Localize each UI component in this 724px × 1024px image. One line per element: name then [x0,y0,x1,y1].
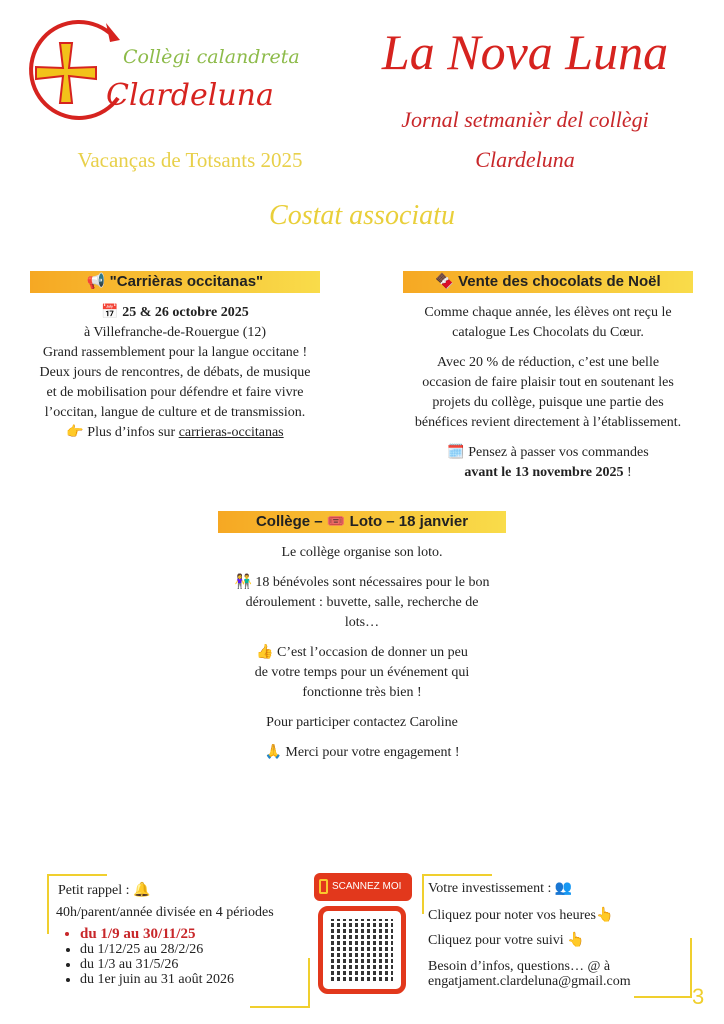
invest-title: Votre investissement : 👥 [428,881,573,896]
school-logo [18,18,300,128]
bell-icon: 🔔 [133,883,151,898]
newsletter-title: La Nova Luna [381,24,669,80]
follow-link[interactable]: Cliquez pour votre suivi 👆 [428,933,585,948]
qr-code[interactable] [318,906,406,994]
chocolats-heading: 🍫 Vente des chocolats de Noël [403,271,693,293]
hours-link[interactable]: Cliquez pour noter vos heures👆 [428,908,614,923]
phone-icon [319,879,328,894]
loto-article [218,511,506,773]
rappel-title: Petit rappel : 🔔 [58,883,151,898]
text-line: l’occitan, langue de culture et de transmission. [44,405,306,420]
section-title: Costat associatu [269,200,455,231]
chocolats-article [403,271,693,493]
period-label: Vacanças de Totsants 2025 [77,148,303,172]
pointer-hand-icon: 👆 [595,908,614,923]
rappel-box [58,882,318,987]
carrieras-heading: 📢 "Carrièras occitanas" [30,271,320,293]
paragraph: 🙏 Merci pour votre engagement ! [264,745,460,760]
subtitle-line1: Jornal setmanièr del collègi [401,107,649,132]
subtitle-line2: Clardeluna [475,147,575,172]
rappel-summary: 40h/parent/année divisée en 4 périodes [56,905,274,920]
email-link[interactable]: engatjament.clardeluna@gmail.com [428,974,631,989]
logo-line2: Clardeluna [106,78,274,113]
paragraph: 🗓️ Pensez à passer vos commandes avant le 13 novembre 2025 ! [447,445,649,480]
paragraph: Avec 20 % de réduction, c’est une belle occasion de faire plaisir tout en soutenant les projets du collège, puisque une partie des bénéfices revient directement à l’établissement. [414,355,682,430]
period-item: • du 1/9 au 30/11/25 [80,927,318,942]
text-line: et de mobilisation pour défendre et faire vivre [46,385,304,400]
paragraph: Le collège organise son loto. [281,545,443,560]
carrieras-article [30,271,320,443]
text-line: à Villefranche-de-Rouergue (12) [83,325,267,340]
loto-heading: Collège – 🎟️ Loto – 18 janvier [218,511,506,533]
carrieras-link[interactable]: carrieras-occitanas [178,425,284,440]
period-item: • du 1/3 au 31/5/26 [80,957,318,972]
more-info-text: 👉 Plus d’infos sur [66,425,179,440]
text-line: Grand rassemblement pour la langue occitane ! [42,345,308,360]
newsletter-subtitle [330,100,720,180]
paragraph: 👍 C’est l’occasion de donner un peu de votre temps pour un événement qui fonctionne très bien ! [254,645,470,700]
period-item: • du 1er juin au 31 août 2026 [80,972,318,987]
text-line: Deux jours de rencontres, de débats, de musique [39,365,311,380]
page-number: 3 [692,984,705,1009]
info-text: Besoin d’infos, questions… @ à [428,959,611,974]
people-icon: 👥 [554,881,573,896]
pointer-hand-icon: 👆 [567,933,585,948]
paragraph: Pour participer contactez Caroline [266,715,458,730]
scan-me-badge: SCANNEZ MOI [314,873,412,901]
carrieras-date: 📅 25 & 26 octobre 2025 [101,305,249,320]
logo-line1: Collègi calandreta [123,46,300,68]
period-item: • du 1/12/25 au 28/2/26 [80,942,318,957]
paragraph: Comme chaque année, les élèves ont reçu le catalogue Les Chocolats du Cœur. [424,305,672,340]
paragraph: 👫 18 bénévoles sont nécessaires pour le bon déroulement : buvette, salle, recherche de lots… [234,575,490,630]
invest-box [428,880,688,989]
